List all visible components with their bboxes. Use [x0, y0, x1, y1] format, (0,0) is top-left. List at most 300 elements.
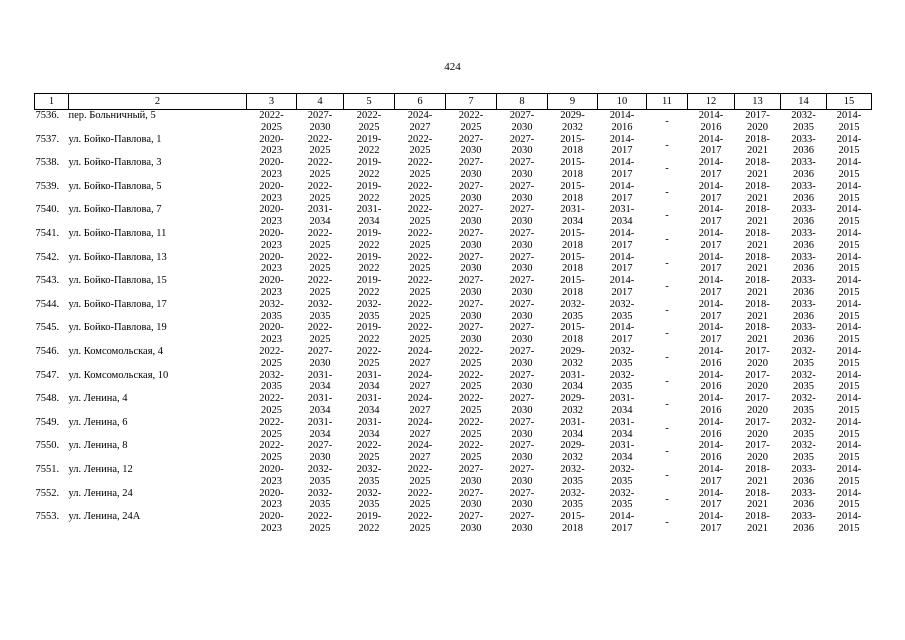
table-row [35, 252, 872, 276]
period-cell [688, 440, 735, 464]
period-end: 2018 [562, 263, 583, 275]
period-end: 2035 [261, 381, 282, 393]
period-end: 2032 [562, 452, 583, 464]
period-start: 2033- [791, 275, 816, 287]
period-cell [297, 110, 344, 134]
address-cell: ул. Ленина, 24 [68, 487, 133, 499]
period-end: 2030 [511, 168, 533, 180]
period-start: 2027- [509, 204, 535, 216]
period-end: 2030 [511, 452, 533, 464]
period-end: 2023 [261, 145, 282, 157]
period-start: 2032- [307, 463, 333, 475]
period-end: 2034 [562, 428, 583, 440]
period-start: 2018- [745, 511, 770, 523]
column-11-cell: - [665, 304, 669, 316]
period-cell [781, 511, 827, 535]
period-end: 2025 [309, 239, 331, 251]
period-start: 2022- [307, 275, 333, 287]
period-end: 2022 [358, 334, 380, 346]
period-start: 2031- [609, 440, 635, 452]
period-cell [446, 511, 497, 535]
page-number: 424 [444, 61, 461, 73]
period-start: 2015- [560, 322, 585, 334]
period-end: 2016 [611, 121, 633, 133]
period-end: 2017 [611, 145, 633, 157]
period-start: 2022- [407, 251, 433, 263]
period-end: 2018 [562, 522, 583, 534]
column-11-cell: - [665, 328, 669, 340]
period-start: 2020- [259, 133, 284, 145]
period-end: 2025 [261, 357, 282, 369]
period-end: 2030 [511, 357, 533, 369]
period-end: 2020 [747, 428, 768, 440]
period-end: 2036 [793, 192, 814, 204]
row-number: 7550. [35, 440, 60, 452]
period-end: 2025 [358, 357, 380, 369]
period-cell [598, 299, 647, 323]
period-end: 2015 [838, 192, 860, 204]
period-cell [735, 511, 781, 535]
period-end: 2025 [309, 168, 331, 180]
period-end: 2015 [838, 499, 860, 511]
period-cell [781, 488, 827, 512]
repair-schedule-table [34, 93, 872, 535]
period-cell [344, 464, 395, 488]
period-cell [598, 275, 647, 299]
period-start: 2027- [509, 416, 535, 428]
period-end: 2032 [562, 404, 583, 416]
period-start: 2022- [458, 393, 484, 405]
period-cell [781, 110, 827, 134]
period-start: 2031- [560, 204, 585, 216]
period-cell [297, 252, 344, 276]
period-end: 2016 [700, 404, 722, 416]
period-end: 2035 [793, 357, 814, 369]
period-end: 2025 [261, 404, 282, 416]
address-cell: ул. Ленина, 24А [68, 511, 141, 523]
period-start: 2017- [745, 110, 770, 121]
period-end: 2017 [611, 522, 633, 534]
period-start: 2033- [791, 322, 816, 334]
period-start: 2033- [791, 463, 816, 475]
period-cell [247, 440, 297, 464]
period-start: 2014- [698, 511, 724, 523]
period-start: 2032- [791, 369, 816, 381]
address-cell: ул. Бойко-Павлова, 5 [68, 180, 162, 192]
period-cell [598, 393, 647, 417]
period-end: 2025 [409, 145, 431, 157]
period-start: 2014- [609, 180, 635, 192]
period-start: 2024- [407, 110, 433, 121]
period-end: 2030 [460, 310, 482, 322]
period-end: 2017 [700, 334, 722, 346]
period-cell [395, 440, 446, 464]
period-end: 2015 [838, 522, 860, 534]
period-cell [497, 417, 548, 441]
period-end: 2035 [261, 310, 282, 322]
row-number: 7548. [35, 393, 60, 405]
period-cell [297, 440, 344, 464]
period-cell [781, 299, 827, 323]
period-end: 2015 [838, 263, 860, 275]
period-cell [497, 299, 548, 323]
period-cell [827, 110, 872, 134]
column-11-cell: - [665, 493, 669, 505]
period-cell [446, 228, 497, 252]
period-cell [344, 134, 395, 158]
period-cell [598, 322, 647, 346]
period-cell [548, 275, 598, 299]
period-start: 2033- [791, 487, 816, 499]
period-cell [395, 134, 446, 158]
period-cell [446, 322, 497, 346]
period-cell [598, 440, 647, 464]
period-start: 2032- [791, 345, 816, 357]
period-end: 2035 [309, 499, 331, 511]
period-start: 2032- [307, 298, 333, 310]
period-start: 2014- [836, 227, 862, 239]
period-cell [297, 181, 344, 205]
period-end: 2023 [261, 499, 282, 511]
period-end: 2025 [409, 263, 431, 275]
period-end: 2034 [358, 404, 380, 416]
period-start: 2019- [356, 275, 382, 287]
period-end: 2015 [838, 428, 860, 440]
period-start: 2027- [458, 251, 484, 263]
period-end: 2015 [838, 216, 860, 228]
period-start: 2020- [259, 322, 284, 334]
period-start: 2032- [307, 487, 333, 499]
period-end: 2036 [793, 145, 814, 157]
period-cell [735, 370, 781, 394]
period-cell [297, 393, 344, 417]
column-11-cell: - [665, 163, 669, 175]
period-end: 2027 [409, 381, 431, 393]
period-cell [688, 511, 735, 535]
period-start: 2032- [560, 298, 585, 310]
period-end: 2025 [309, 192, 331, 204]
period-end: 2035 [793, 121, 814, 133]
period-cell [395, 464, 446, 488]
period-cell [395, 228, 446, 252]
period-end: 2017 [700, 522, 722, 534]
period-end: 2023 [261, 239, 282, 251]
column-header: 9 [548, 94, 598, 110]
period-start: 2017- [745, 416, 770, 428]
period-end: 2035 [358, 475, 380, 487]
period-start: 2029- [560, 393, 585, 405]
table-row [35, 370, 872, 394]
period-end: 2025 [261, 121, 282, 133]
period-end: 2025 [261, 428, 282, 440]
period-start: 2027- [509, 180, 535, 192]
period-end: 2021 [747, 168, 768, 180]
period-start: 2017- [745, 369, 770, 381]
period-cell [548, 346, 598, 370]
period-start: 2014- [698, 180, 724, 192]
period-end: 2021 [747, 334, 768, 346]
period-cell [395, 393, 446, 417]
period-start: 2022- [259, 440, 284, 452]
period-end: 2036 [793, 263, 814, 275]
period-cell [781, 228, 827, 252]
period-start: 2014- [609, 133, 635, 145]
period-cell [497, 110, 548, 134]
period-start: 2031- [356, 204, 382, 216]
period-end: 2021 [747, 263, 768, 275]
column-11-cell: - [665, 422, 669, 434]
period-cell [247, 252, 297, 276]
period-cell [735, 110, 781, 134]
period-cell [688, 299, 735, 323]
period-cell [446, 299, 497, 323]
period-start: 2022- [458, 440, 484, 452]
column-11-cell: - [665, 517, 669, 529]
period-end: 2034 [611, 216, 633, 228]
table-row [35, 299, 872, 323]
period-start: 2031- [609, 393, 635, 405]
address-cell: ул. Ленина, 4 [68, 393, 128, 405]
period-cell [781, 393, 827, 417]
period-cell [446, 346, 497, 370]
period-end: 2034 [358, 428, 380, 440]
period-end: 2017 [611, 192, 633, 204]
period-end: 2030 [460, 216, 482, 228]
period-cell [247, 393, 297, 417]
period-start: 2027- [307, 440, 333, 452]
period-end: 2018 [562, 334, 583, 346]
table-row [35, 157, 872, 181]
period-cell [247, 322, 297, 346]
column-11-cell: - [665, 375, 669, 387]
period-cell [735, 134, 781, 158]
row-number: 7543. [35, 275, 60, 287]
period-start: 2032- [259, 298, 284, 310]
header-row [35, 94, 872, 110]
period-start: 2032- [791, 110, 816, 121]
period-cell [344, 181, 395, 205]
period-cell [781, 417, 827, 441]
period-start: 2019- [356, 251, 382, 263]
period-cell [688, 370, 735, 394]
period-cell [688, 393, 735, 417]
period-end: 2025 [460, 452, 482, 464]
period-cell [735, 417, 781, 441]
column-header: 12 [688, 94, 735, 110]
period-start: 2027- [509, 463, 535, 475]
period-start: 2032- [259, 369, 284, 381]
period-start: 2022- [407, 157, 433, 169]
period-cell [548, 370, 598, 394]
period-cell [688, 275, 735, 299]
period-cell [548, 228, 598, 252]
period-end: 2022 [358, 192, 380, 204]
period-end: 2016 [700, 357, 722, 369]
period-cell [735, 393, 781, 417]
row-number: 7552. [35, 487, 60, 499]
period-start: 2014- [836, 275, 862, 287]
period-end: 2017 [700, 475, 722, 487]
period-cell [297, 204, 344, 228]
period-start: 2014- [836, 345, 862, 357]
period-end: 2023 [261, 216, 282, 228]
row-number: 7551. [35, 463, 60, 475]
period-start: 2015- [560, 275, 585, 287]
period-start: 2027- [509, 157, 535, 169]
period-end: 2036 [793, 522, 814, 534]
period-end: 2035 [793, 452, 814, 464]
period-start: 2014- [836, 463, 862, 475]
address-cell: ул. Бойко-Павлова, 19 [68, 322, 167, 334]
period-end: 2034 [358, 381, 380, 393]
table-row [35, 393, 872, 417]
period-start: 2014- [836, 180, 862, 192]
period-start: 2027- [458, 487, 484, 499]
period-start: 2033- [791, 227, 816, 239]
row-number: 7536. [35, 110, 60, 121]
period-start: 2024- [407, 440, 433, 452]
period-start: 2015- [560, 133, 585, 145]
period-end: 2025 [309, 522, 331, 534]
period-start: 2032- [356, 298, 382, 310]
table-row [35, 511, 872, 535]
period-start: 2014- [836, 511, 862, 523]
period-start: 2027- [509, 322, 535, 334]
period-end: 2023 [261, 263, 282, 275]
period-cell [735, 204, 781, 228]
period-start: 2022- [407, 463, 433, 475]
period-start: 2024- [407, 369, 433, 381]
period-cell [297, 275, 344, 299]
row-number: 7538. [35, 157, 60, 169]
period-cell [395, 181, 446, 205]
period-cell [497, 488, 548, 512]
column-header: 14 [781, 94, 827, 110]
period-end: 2017 [700, 286, 722, 298]
period-end: 2030 [460, 239, 482, 251]
period-end: 2036 [793, 286, 814, 298]
row-number: 7553. [35, 511, 60, 523]
column-header: 5 [344, 94, 395, 110]
period-end: 2030 [511, 334, 533, 346]
period-end: 2034 [309, 381, 331, 393]
address-cell: ул. Бойко-Павлова, 3 [68, 157, 162, 169]
period-start: 2022- [307, 157, 333, 169]
period-start: 2031- [560, 369, 585, 381]
column-11-cell: - [665, 351, 669, 363]
period-start: 2014- [698, 133, 724, 145]
period-cell [781, 275, 827, 299]
period-end: 2034 [611, 428, 633, 440]
period-end: 2016 [700, 452, 722, 464]
period-start: 2014- [609, 110, 635, 121]
period-start: 2014- [836, 369, 862, 381]
period-cell [827, 228, 872, 252]
period-cell [688, 157, 735, 181]
period-start: 2018- [745, 298, 770, 310]
period-cell [548, 417, 598, 441]
period-end: 2035 [309, 310, 331, 322]
period-cell [497, 511, 548, 535]
period-start: 2027- [509, 251, 535, 263]
period-end: 2034 [562, 381, 583, 393]
period-start: 2024- [407, 416, 433, 428]
address-cell: ул. Бойко-Павлова, 7 [68, 204, 162, 216]
period-start: 2014- [609, 511, 635, 523]
period-start: 2020- [259, 487, 284, 499]
period-start: 2019- [356, 157, 382, 169]
column-11-cell: - [665, 446, 669, 458]
period-end: 2036 [793, 168, 814, 180]
period-start: 2014- [836, 416, 862, 428]
period-cell [446, 417, 497, 441]
period-cell [344, 346, 395, 370]
period-start: 2014- [698, 416, 724, 428]
period-cell [781, 181, 827, 205]
period-cell [497, 393, 548, 417]
period-end: 2027 [409, 452, 431, 464]
period-start: 2014- [609, 251, 635, 263]
period-start: 2014- [836, 251, 862, 263]
period-end: 2035 [793, 381, 814, 393]
period-cell [344, 157, 395, 181]
period-start: 2018- [745, 322, 770, 334]
period-cell [548, 464, 598, 488]
period-cell [395, 252, 446, 276]
period-end: 2018 [562, 168, 583, 180]
period-start: 2027- [509, 275, 535, 287]
period-end: 2025 [460, 428, 482, 440]
period-cell [735, 252, 781, 276]
column-11-cell: - [665, 233, 669, 245]
period-cell [395, 110, 446, 134]
period-start: 2032- [356, 487, 382, 499]
period-end: 2016 [700, 428, 722, 440]
period-end: 2036 [793, 499, 814, 511]
period-end: 2025 [309, 145, 331, 157]
address-cell: ул. Комсомольская, 4 [68, 345, 164, 357]
period-cell [497, 275, 548, 299]
row-number: 7546. [35, 345, 60, 357]
period-cell [247, 228, 297, 252]
period-start: 2017- [745, 345, 770, 357]
period-start: 2033- [791, 298, 816, 310]
period-end: 2030 [460, 192, 482, 204]
period-cell [497, 322, 548, 346]
period-start: 2032- [609, 345, 635, 357]
period-cell [827, 134, 872, 158]
period-start: 2032- [609, 487, 635, 499]
period-start: 2014- [836, 204, 862, 216]
period-cell [827, 157, 872, 181]
period-end: 2016 [700, 121, 722, 133]
period-cell [827, 204, 872, 228]
period-end: 2030 [511, 499, 533, 511]
period-end: 2020 [747, 121, 768, 133]
period-end: 2025 [409, 286, 431, 298]
period-end: 2027 [409, 357, 431, 369]
period-cell [247, 181, 297, 205]
period-end: 2022 [358, 168, 380, 180]
period-end: 2015 [838, 286, 860, 298]
period-end: 2025 [409, 310, 431, 322]
table-row [35, 204, 872, 228]
period-cell [247, 511, 297, 535]
period-start: 2027- [458, 180, 484, 192]
period-start: 2018- [745, 227, 770, 239]
period-cell [827, 252, 872, 276]
period-start: 2027- [307, 110, 333, 121]
